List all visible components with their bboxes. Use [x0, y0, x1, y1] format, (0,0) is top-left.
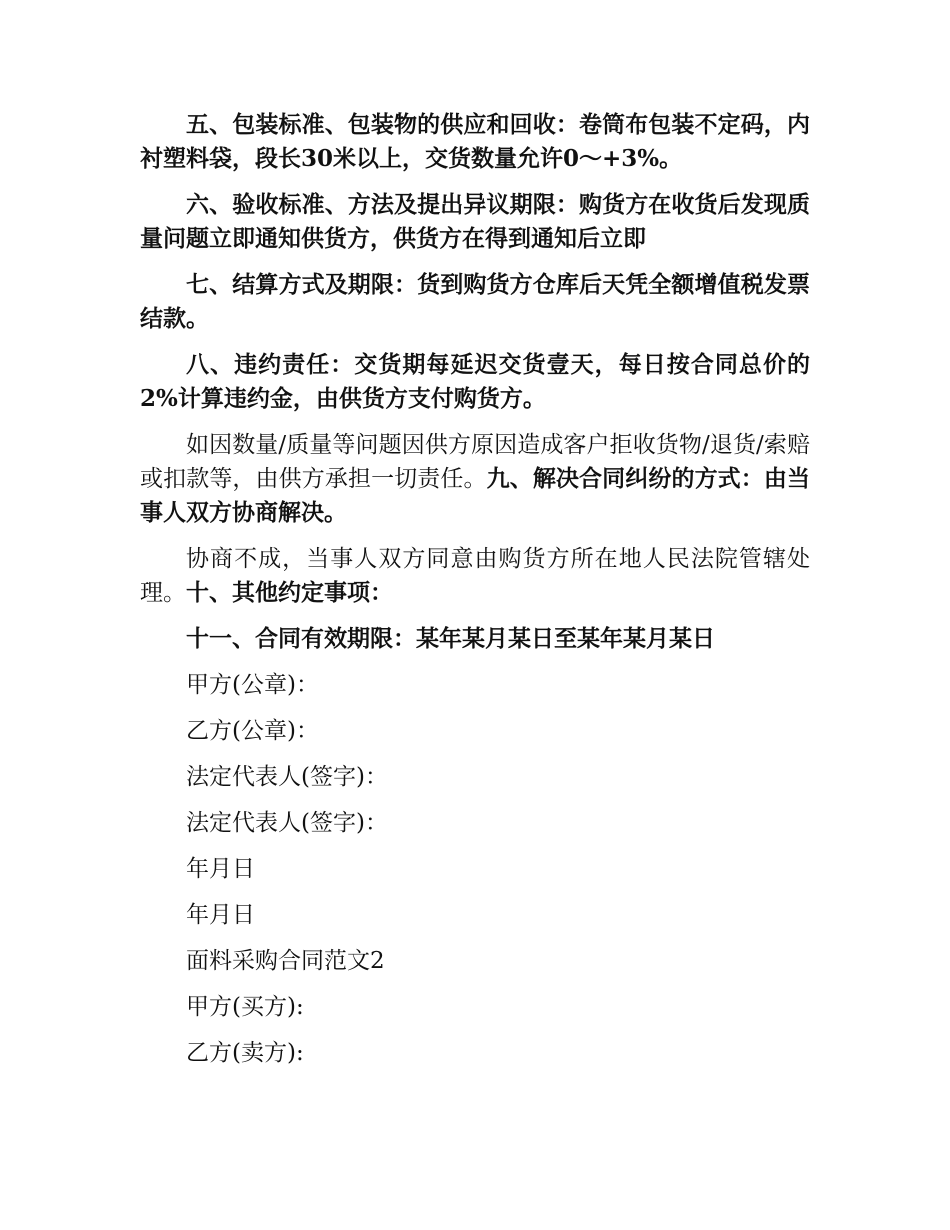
clause-dispute: 九、解决合同纠纷的方式：由当事人双方协商解决。: [140, 465, 811, 526]
party-a-seal: 甲方(公章)：: [186, 672, 319, 698]
seller-label: 乙方(卖方):: [186, 1040, 304, 1066]
clause-other: 十、其他约定事项：: [186, 579, 393, 606]
clause-validity: 十一、合同有效期限：某年某月某日至某年某月某日: [186, 625, 715, 652]
buyer-label: 甲方(买方):: [186, 994, 304, 1020]
clause-settlement: 七、结算方式及期限：货到购货方仓库后天凭全额增值税发票结款。: [140, 271, 810, 332]
party-b-seal: 乙方(公章)：: [186, 718, 319, 744]
document-body: [140, 108, 810, 1082]
clause-dispute-detail: [140, 542, 810, 610]
legal-rep-b-signature: 法定代表人(签字)：: [186, 810, 388, 836]
dispute-detail-text: 协商不成，当事人双方同意由购货方所在地人民法院管辖处理。: [140, 546, 810, 606]
legal-rep-a-signature: 法定代表人(签字)：: [186, 764, 388, 790]
date-a: 年月日: [186, 856, 255, 882]
date-b: 年月日: [186, 902, 255, 928]
clause-packaging: 五、包装标准、包装物的供应和回收：卷筒布包装不定码，内衬塑料袋，段长30米以上，交货数量允许0～+3%。: [140, 111, 810, 172]
clause-inspection: 六、验收标准、方法及提出异议期限：购货方在收货后发现质量问题立即通知供货方，供货方在得到通知后立即: [140, 191, 810, 252]
clause-liability: 八、违约责任：交货期每延迟交货壹天，每日按合同总价的2%计算违约金，由供货方支付购货方。: [140, 351, 810, 412]
liability-detail-text: 如因数量/质量等问题因供方原因造成客户拒收货物/退货/索赔或扣款等，由供方承担一切责任。: [140, 432, 810, 492]
clause-liability-detail: [140, 428, 810, 530]
next-contract-title: 面料采购合同范文2: [186, 948, 385, 974]
